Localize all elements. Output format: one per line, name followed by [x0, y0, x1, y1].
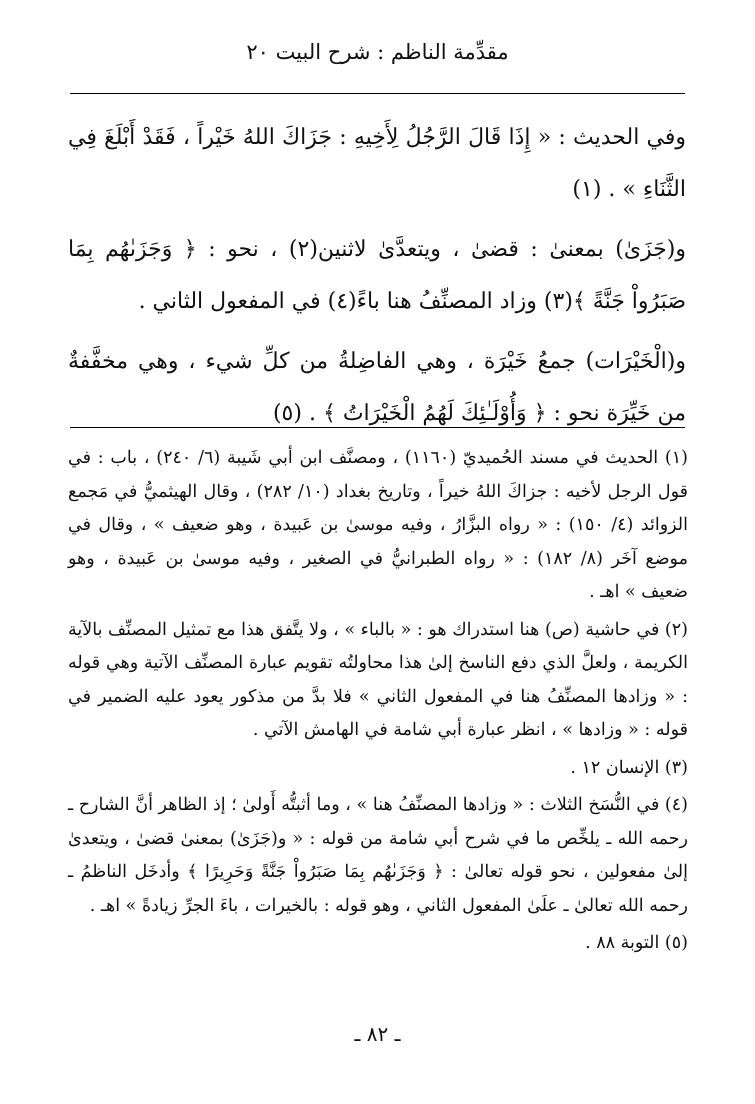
running-header: مقدِّمة الناظم : شرح البيت ٢٠: [246, 40, 509, 64]
footnote: (٢) في حاشية (ص) هنا استدراك هو : « بالباء » ، ولا يتَّفق هذا مع تمثيل المصنِّف بالآية الكريمة ، ولعلَّ الذي دفع الناسخ إلىٰ هذا محاولتُه تقويم عبارة المصنِّف الآتية وهي قوله : « وزادها المصنِّفُ هنا في المفعول الثاني » فلا بدَّ من مذكور يعود عليه الضمير في قوله : « وزادها » ، انظر عبارة أبي شامة في الهامش الآتي .: [68, 619, 688, 740]
main-paragraph: و(جَزَىٰ) بمعنىٰ : قضىٰ ، ويتعدَّىٰ لاثنين(٢) ، نحو : ﴿ وَجَزَىٰهُم بِمَا صَبَرُواْ جَنَّةً ﴾(٣) وزاد المصنِّفُ هنا باءً(٤) في المفعول الثاني .: [68, 237, 686, 314]
footnote: (٥) التوبة ٨٨ .: [585, 933, 688, 953]
page-number: ـ ٨٢ ـ: [354, 1022, 401, 1046]
main-paragraph: و(الْخَيْرَات) جمعُ خَيْرَة ، وهي الفاضِلةُ من كلِّ شيء ، وهي مخفَّفةٌ من خَيِّرَة نحو : ﴿ وَأُوْلَـٰئِكَ لَهُمُ الْخَيْرَاتُ ﴾ . (٥): [68, 349, 686, 426]
footnote: (٤) في النُّسَخ الثلاث : « وزادها المصنِّفُ هنا » ، وما أثبتُّه أَولىٰ ؛ إذ الظاهر أنَّ الشارح ـ رحمه الله ـ يلخِّص ما في شرح أبي شامة من قوله : « و(جَزَىٰ) بمعنىٰ قضىٰ ، ويتعدىٰ إلىٰ مفعولين ، نحو قوله تعالىٰ : ﴿ وَجَزَىٰهُم بِمَا صَبَرُواْ جَنَّةً وَحَرِيرًا ﴾ وأدخَل الناظمُ ـ رحمه الله تعالىٰ ـ علَىٰ المفعول الثاني ، وهو قوله : بالخيرات ، باءَ الجرِّ زيادةً » اهـ .: [68, 795, 688, 916]
footnote: (١) الحديث في مسند الحُميديّ (١١٦٠) ، ومصنَّف ابن أبي شَيبة (٦/ ٢٤٠) ، باب : في قول الرجل لأخيه : جزاكَ اللهُ خيراً ، وتاريخ بغداد (١٠/ ٢٨٢) ، وقال الهيثميُّ في مَجمع الزوائد (٤/ ١٥٠) : « رواه البزَّارُ ، وفيه موسىٰ بن عَبيدة ، وهو ضعيف » ، وقال في موضع آخَر (٨/ ١٨٢) : « رواه الطبرانيُّ في الصغير ، وفيه موسىٰ بن عَبيدة ، وهو ضعيف » اهـ .: [68, 448, 688, 602]
header-divider: [70, 93, 685, 94]
footnote-divider: [70, 427, 685, 428]
main-text: [68, 112, 686, 448]
main-paragraph: وفي الحديث : « إِذَا قَالَ الرَّجُلُ لِأَخِيهِ : جَزَاكَ اللهُ خَيْراً ، فَقَدْ أَبْلَغَ فِي الثَّنَاءِ » . (١): [68, 125, 686, 202]
footnote: (٣) الإنسان ١٢ .: [570, 757, 688, 778]
footnotes: [68, 442, 688, 965]
